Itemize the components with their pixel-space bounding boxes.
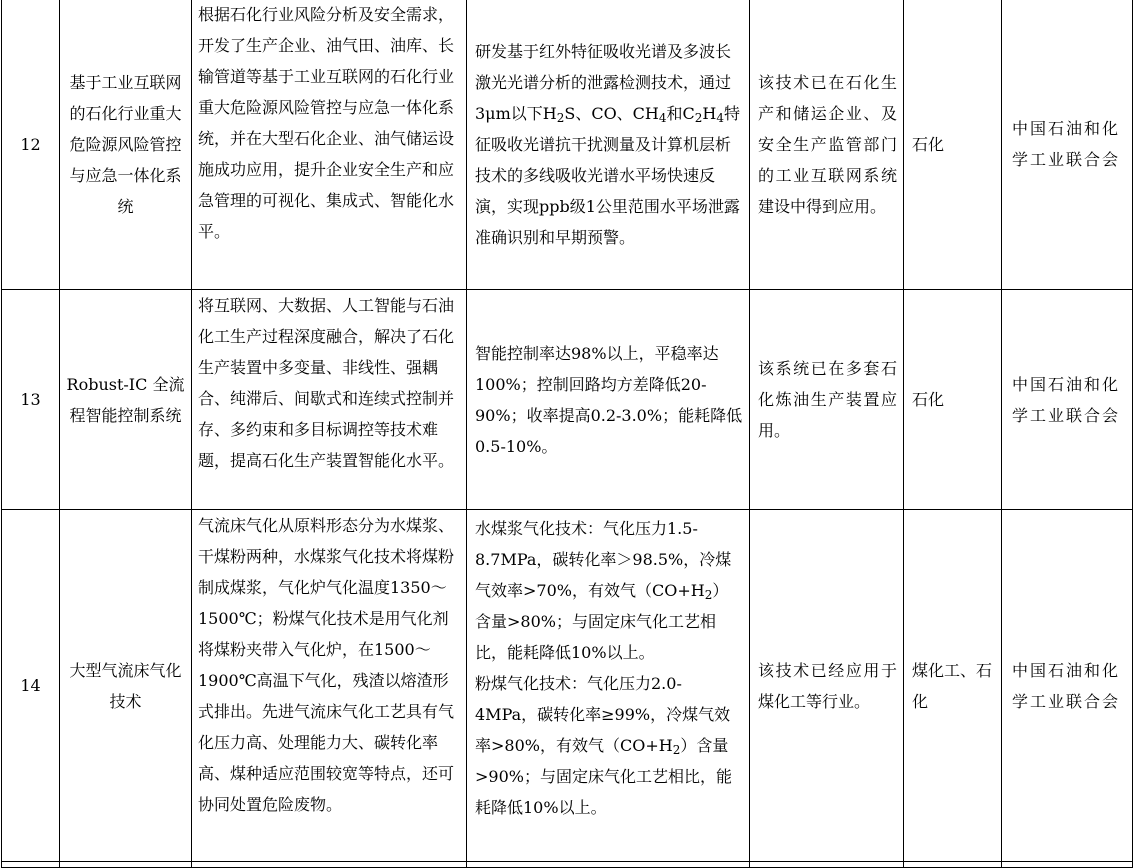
row-number: 12 [2,0,60,290]
indicator-text: 水煤浆气化技术：气化压力1.5-8.7MPa，碳转化率＞98.5%，冷煤气效率>70%，有效气（CO+H [475,519,732,600]
recommending-organization: 中国石油和化学工业联合会 [1002,510,1133,862]
technical-indicators [467,510,750,862]
table-row [2,290,1133,510]
industry: 煤化工、石化 [904,510,1002,862]
technical-indicators [467,0,750,290]
indicator-text: 研发基于红外特征吸收光谱及多波长激光光谱分析的泄露检测技术，通过3μm以下H [475,41,732,123]
technology-name: 大型气流床气化技术 [60,510,192,862]
technology-description: 根据石化行业风险分析及安全需求，开发了生产企业、油气田、油库、长输管道等基于工业互联网的石化行业重大危险源风险管控与应急一体化系统，并在大型石化企业、油气储运设施成功应用，提升企业安全生产和应急管理的可视化、集成式、智能化水平。 [192,0,467,290]
indicator-text: ）含量>90%；与固定床气化工艺相比，能耗降低10%以上。 [475,736,732,817]
technology-description: 将互联网、大数据、人工智能与石油化工生产过程深度融合，解决了石化生产装置中多变量、非线性、强耦合、纯滞后、间歇式和连续式控制并存、多约束和多目标调控等技术难题，提高石化生产装置智能化水平。 [192,290,467,510]
technical-indicators: 智能控制率达98%以上，平稳率达100%；控制回路均方差降低20-90%；收率提高0.2-3.0%；能耗降低0.5-10%。 [467,290,750,510]
table-row [2,510,1133,862]
indicator-text: ）含量>80%；与固定床气化工艺相比，能耗降低10%以上。 [475,581,729,662]
indicator-text: 特征吸收光谱抗干扰测量及计算机层析技术的多线吸收光谱水平场快速反演，实现ppb级1公里范围水平场泄露准确识别和早期预警。 [475,103,741,247]
application-status: 该技术已经应用于煤化工等行业。 [750,510,904,862]
application-status: 该系统已在多套石化炼油生产装置应用。 [750,290,904,510]
subscript: 2 [672,743,681,757]
row-number: 14 [2,510,60,862]
indicator-text: S、CO、CH [564,103,659,123]
table-row [2,0,1133,290]
technology-name: 基于工业互联网的石化行业重大危险源风险管控与应急一体化系统 [60,0,192,290]
subscript: 2 [694,110,703,125]
indicator-text: H [702,103,717,123]
industry: 石化 [904,290,1002,510]
application-status: 该技术已在石化生产和储运企业、及安全生产监管部门的工业互联网系统建设中得到应用。 [750,0,904,290]
technology-description: 气流床气化从原料形态分为水煤浆、干煤粉两种，水煤浆气化技术将煤粉制成煤浆，气化炉气化温度1350～1500℃；粉煤气化技术是用气化剂将煤粉夹带入气化炉，在1500～1900℃高温下气化，残渣以熔渣形式排出。先进气流床气化工艺具有气化压力高、处理能力大、碳转化率高、煤种适应范围较宽等特点，还可协同处置危险废物。 [192,510,467,862]
subscript: 2 [704,588,713,602]
recommending-organization: 中国石油和化学工业联合会 [1002,290,1133,510]
industry: 石化 [904,0,1002,290]
row-number: 13 [2,290,60,510]
technology-name: Robust-IC 全流程智能控制系统 [60,290,192,510]
recommending-organization: 中国石油和化学工业联合会 [1002,0,1133,290]
subscript: 4 [716,110,725,125]
subscript: 2 [556,110,565,125]
indicator-text: 和C [666,103,695,123]
subscript: 4 [658,110,667,125]
technology-table [1,0,1133,868]
indicator-text: 粉煤气化技术：气化压力2.0-4MPa，碳转化率≥99%，冷煤气效率>80%，有效气（CO+H [475,674,731,755]
